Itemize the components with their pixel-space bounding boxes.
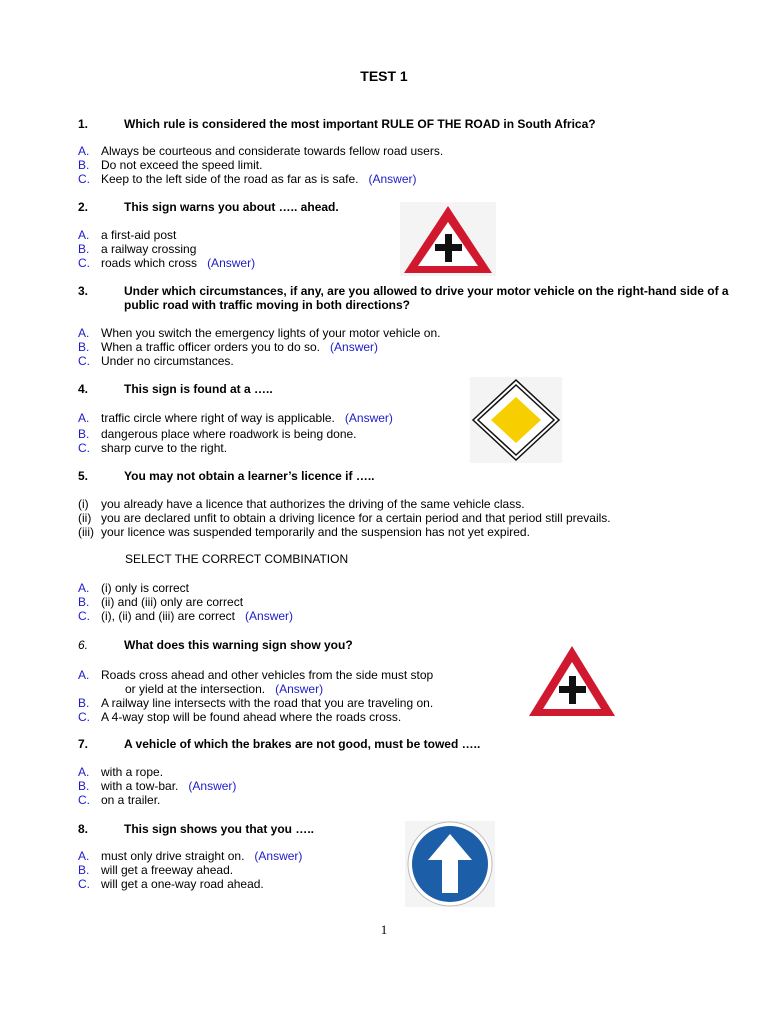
option-letter: B. [78, 340, 90, 354]
option-a-continuation [125, 682, 323, 696]
option-a [78, 668, 433, 682]
option-b [78, 779, 236, 793]
option-letter: B. [78, 158, 90, 172]
question-text: Which rule is considered the most important RULE OF THE ROAD in South Africa? [124, 117, 596, 131]
option-letter: C. [78, 877, 90, 891]
option-a [78, 144, 443, 158]
option-c [78, 793, 160, 807]
option-b [78, 427, 357, 441]
option-text: will get a one-way road ahead. [101, 877, 264, 891]
option-letter: C. [78, 256, 90, 270]
option-a [78, 581, 189, 595]
condition-number: (iii) [78, 525, 94, 539]
option-b [78, 595, 243, 609]
option-text: (i), (ii) and (iii) are correct [101, 609, 236, 623]
question-number: 4. [78, 382, 89, 396]
option-letter: A. [78, 581, 90, 595]
option-letter: C. [78, 354, 90, 368]
option-letter: C. [78, 172, 90, 186]
option-text: Keep to the left side of the road as far as is safe. [101, 172, 359, 186]
question-number: 3. [78, 284, 89, 298]
option-a [78, 228, 176, 242]
option-b [78, 158, 262, 172]
option-a [78, 849, 302, 863]
option-text: sharp curve to the right. [101, 441, 228, 455]
option-text: Always be courteous and considerate towards fellow road users. [101, 144, 444, 158]
condition-text: you already have a licence that authorizes the driving of the same vehicle class. [101, 497, 525, 511]
option-a [78, 411, 393, 425]
option-b [78, 242, 196, 256]
condition-iii [78, 525, 530, 539]
instruction-text: SELECT THE CORRECT COMBINATION [125, 552, 349, 566]
option-letter: C. [78, 609, 90, 623]
crossroads-warning-sign-icon [526, 643, 618, 719]
option-text: A 4-way stop will be found ahead where the roads cross. [101, 710, 402, 724]
option-text: When a traffic officer orders you to do so. [101, 340, 320, 354]
question-text: Under which circumstances, if any, are you allowed to drive your motor vehicle on the right-hand side of a public road with traffic moving in both directions? [124, 284, 729, 312]
answer-marker: (Answer) [254, 849, 303, 863]
condition-number: (ii) [78, 511, 92, 525]
option-text: with a rope. [101, 765, 164, 779]
option-letter: C. [78, 710, 90, 724]
option-b [78, 340, 378, 354]
question-text: A vehicle of which the brakes are not good, must be towed ….. [124, 737, 481, 751]
option-c [78, 256, 255, 270]
answer-marker: (Answer) [275, 682, 324, 696]
question-text: This sign warns you about ….. ahead. [124, 200, 339, 214]
option-letter: A. [78, 411, 90, 425]
option-letter: A. [78, 144, 90, 158]
question-text: This sign shows you that you ….. [124, 822, 315, 836]
option-c [78, 877, 264, 891]
option-letter: B. [78, 242, 90, 256]
condition-number: (i) [78, 497, 89, 511]
question-number: 8. [78, 822, 89, 836]
question-number: 1. [78, 117, 89, 131]
answer-marker: (Answer) [368, 172, 417, 186]
option-text: must only drive straight on. [101, 849, 245, 863]
option-text: dangerous place where roadwork is being done. [101, 427, 357, 441]
answer-marker: (Answer) [245, 609, 294, 623]
option-a [78, 326, 441, 340]
option-letter: C. [78, 441, 90, 455]
option-letter: B. [78, 779, 90, 793]
question-text: What does this warning sign show you? [124, 638, 353, 652]
option-c [78, 609, 293, 623]
answer-marker: (Answer) [330, 340, 379, 354]
option-letter: A. [78, 849, 90, 863]
answer-marker: (Answer) [344, 411, 393, 425]
question-text: This sign is found at a ….. [124, 382, 273, 396]
option-text: will get a freeway ahead. [101, 863, 234, 877]
page-number: 1 [380, 922, 388, 937]
option-c [78, 172, 417, 186]
option-c [78, 441, 227, 455]
option-letter: B. [78, 427, 90, 441]
condition-text: your licence was suspended temporarily and the suspension has not yet expired. [101, 525, 530, 539]
option-b [78, 696, 433, 710]
option-text: with a tow-bar. [101, 779, 179, 793]
priority-road-sign-icon [470, 377, 562, 463]
option-letter: A. [78, 765, 90, 779]
question-number: 7. [78, 737, 89, 751]
option-a [78, 765, 163, 779]
question-number: 5. [78, 469, 89, 483]
option-letter: B. [78, 696, 90, 710]
option-b [78, 863, 233, 877]
question-text: You may not obtain a learner’s licence if ….. [124, 469, 375, 483]
option-c [78, 354, 234, 368]
answer-marker: (Answer) [188, 779, 237, 793]
condition-text: you are declared unfit to obtain a driving licence for a certain period and that period still prevails. [101, 511, 611, 525]
proceed-straight-sign-icon [405, 821, 495, 907]
option-text: roads which cross [101, 256, 198, 270]
page-title: TEST 1 [360, 68, 408, 84]
condition-i [78, 497, 525, 511]
option-text: a railway crossing [101, 242, 197, 256]
option-text: Under no circumstances. [101, 354, 234, 368]
option-text: traffic circle where right of way is applicable. [101, 411, 335, 425]
condition-ii [78, 511, 611, 525]
option-letter: B. [78, 595, 90, 609]
question-number: 6. [78, 638, 89, 652]
question-number: 2. [78, 200, 89, 214]
option-text: Do not exceed the speed limit. [101, 158, 263, 172]
option-text: a first-aid post [101, 228, 177, 242]
option-text: (ii) and (iii) only are correct [101, 595, 244, 609]
option-text: on a trailer. [101, 793, 161, 807]
option-letter: A. [78, 228, 90, 242]
option-letter: B. [78, 863, 90, 877]
option-letter: A. [78, 668, 90, 682]
crossroads-warning-sign-icon [400, 202, 496, 276]
option-letter: C. [78, 793, 90, 807]
option-text: or yield at the intersection. [125, 682, 266, 696]
option-text: When you switch the emergency lights of your motor vehicle on. [101, 326, 441, 340]
option-c [78, 710, 401, 724]
option-letter: A. [78, 326, 90, 340]
option-text: (i) only is correct [101, 581, 190, 595]
option-text: Roads cross ahead and other vehicles from the side must stop [101, 668, 434, 682]
option-text: A railway line intersects with the road that you are traveling on. [101, 696, 434, 710]
answer-marker: (Answer) [207, 256, 256, 270]
